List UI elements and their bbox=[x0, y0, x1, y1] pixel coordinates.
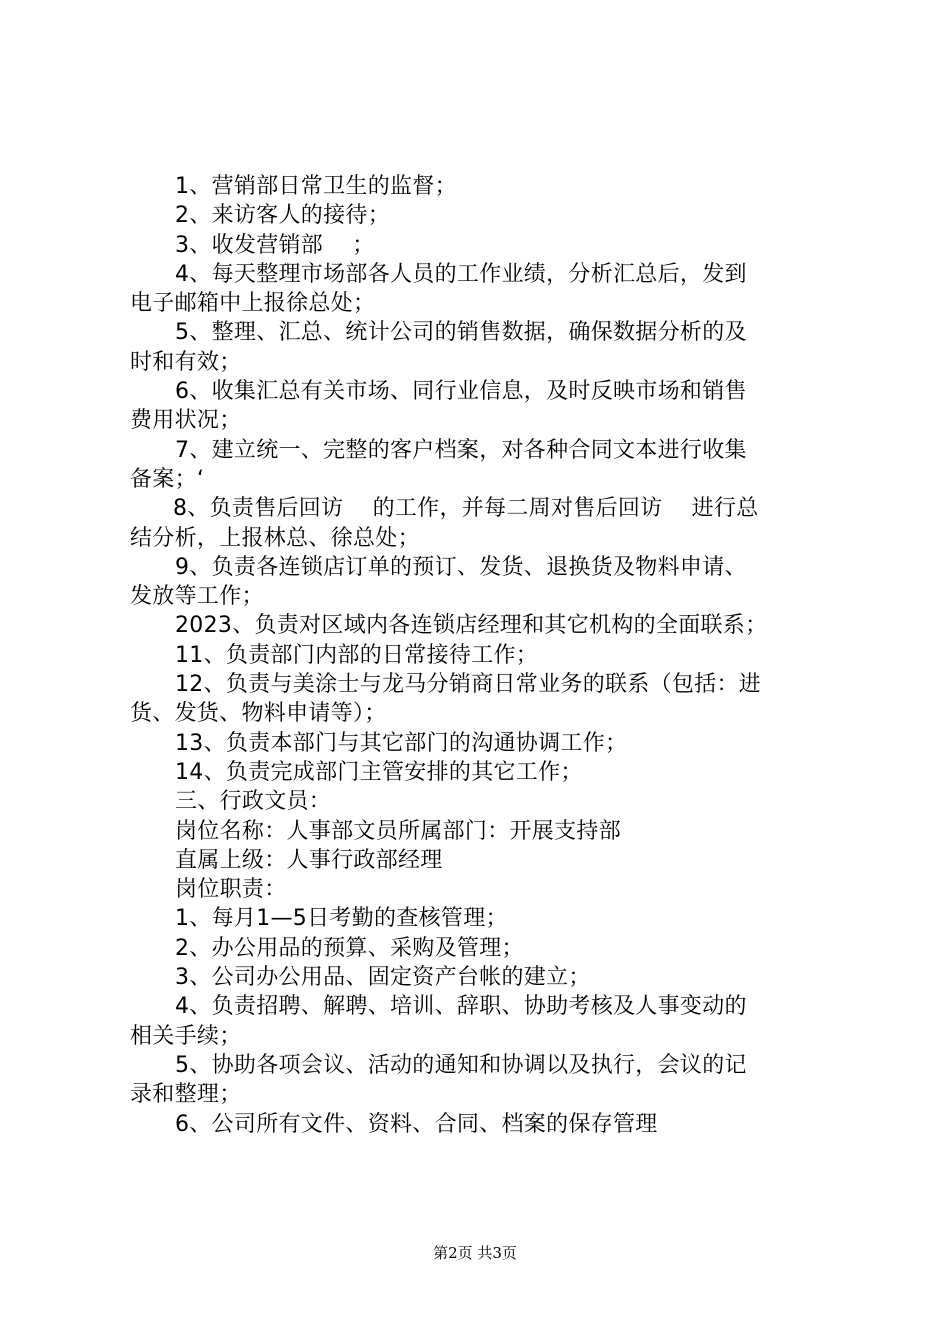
text-line: 3、收发营销部 ； bbox=[175, 232, 375, 258]
text-line: 4、负责招聘、解聘、培训、辞职、协助考核及人事变动的 bbox=[175, 994, 747, 1020]
text-line: 岗位职责： bbox=[175, 877, 287, 903]
text-line: 岗位名称：人事部文员所属部门：开展支持部 bbox=[175, 818, 622, 844]
text-line: 录和整理； bbox=[130, 1082, 242, 1108]
text-line: 4、每天整理市场部各人员的工作业绩，分析汇总后，发到 bbox=[175, 261, 747, 287]
text-line: 14、负责完成部门主管安排的其它工作； bbox=[175, 759, 583, 785]
text-line: 费用状况； bbox=[130, 408, 242, 434]
text-line: 1、营销部日常卫生的监督； bbox=[175, 174, 457, 199]
text-line: 货、发货、物料申请等）； bbox=[130, 701, 387, 727]
text-line: 6、公司所有文件、资料、合同、档案的保存管理 bbox=[175, 1111, 658, 1137]
text-line: 直属上级：人事行政部经理 bbox=[175, 847, 443, 873]
text-line: 6、收集汇总有关市场、同行业信息，及时反映市场和销售 bbox=[175, 379, 747, 405]
text-line: 5、整理、汇总、统计公司的销售数据，确保数据分析的及 bbox=[175, 320, 747, 346]
text-line: 2、来访客人的接待； bbox=[175, 203, 390, 229]
text-line: 1、每月1—5日考勤的查核管理； bbox=[175, 906, 508, 932]
text-line: 2023、负责对区域内各连锁店经理和其它机构的全面联系； bbox=[175, 613, 768, 639]
text-line: 相关手续； bbox=[130, 1023, 242, 1049]
text-line: 电子邮箱中上报徐总处； bbox=[130, 291, 376, 317]
text-line: 9、负责各连锁店订单的预订、发货、退换货及物料申请、 bbox=[175, 554, 747, 580]
text-line: 备案；‘ bbox=[130, 466, 205, 492]
text-line: 13、负责本部门与其它部门的沟通协调工作； bbox=[175, 730, 628, 756]
text-line: 7、建立统一、完整的客户档案，对各种合同文本进行收集 bbox=[175, 437, 747, 463]
text-line: 2、办公用品的预算、采购及管理； bbox=[175, 935, 524, 961]
text-line: 发放等工作； bbox=[130, 584, 264, 610]
document-body bbox=[130, 172, 830, 1139]
text-line: 12、负责与美涂士与龙马分销商日常业务的联系（包括：进 bbox=[175, 672, 762, 698]
text-line: 11、负责部门内部的日常接待工作； bbox=[175, 642, 539, 668]
text-line: 8、负责售后回访 的工作，并每二周对售后回访 进行总 bbox=[173, 496, 759, 522]
text-line: 5、协助各项会议、活动的通知和协调以及执行，会议的记 bbox=[175, 1052, 747, 1078]
page-footer: 第2页 共3页 bbox=[433, 1244, 517, 1262]
text-line: 3、公司办公用品、固定资产台帐的建立； bbox=[175, 965, 591, 991]
text-line: 时和有效； bbox=[130, 349, 242, 375]
text-line: 结分析，上报林总、徐总处； bbox=[130, 525, 420, 551]
section-heading: 三、行政文员： bbox=[175, 789, 332, 815]
